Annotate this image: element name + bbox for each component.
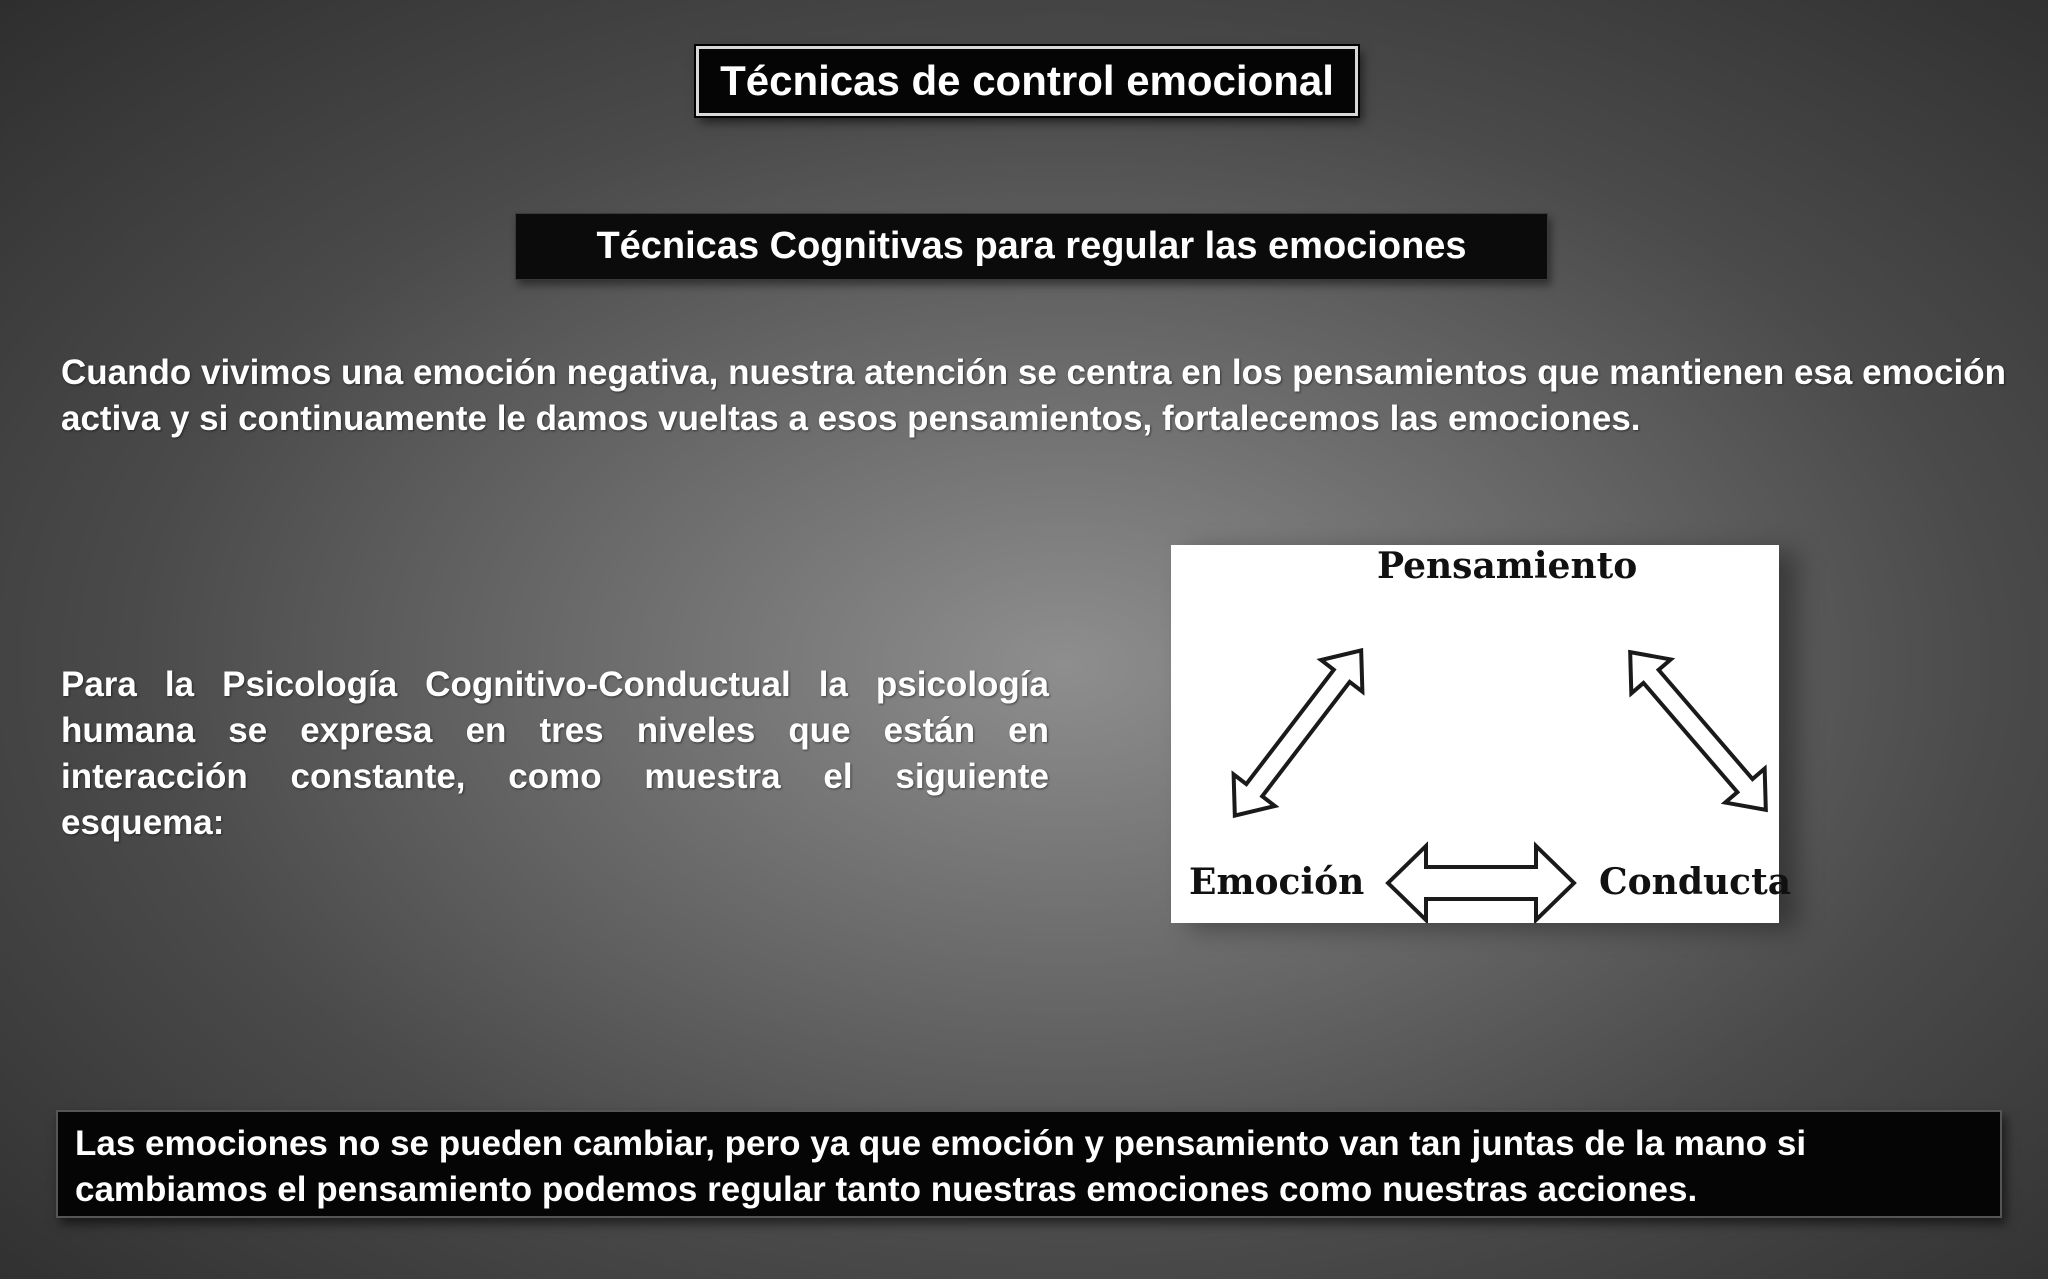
arrow-pensamiento-conducta bbox=[1610, 635, 1779, 827]
cognitive-triangle-diagram bbox=[1171, 545, 1792, 923]
section-subtitle bbox=[515, 213, 1548, 280]
levels-paragraph: Para la Psicología Cognitivo-Conductual la psicología humana se expresa en tres niveles que están en interacción constante, como muestra el siguiente esquema: bbox=[61, 665, 1049, 842]
section-subtitle-text: Técnicas Cognitivas para regular las emociones bbox=[596, 225, 1467, 267]
node-pensamiento: Pensamiento bbox=[1377, 545, 1638, 587]
arrow-emocion-conducta bbox=[1388, 846, 1574, 920]
slide-title-text: Técnicas de control emocional bbox=[720, 57, 1334, 104]
intro-paragraph: Cuando vivimos una emoción negativa, nuestra atención se centra en los pensamientos que mantienen esa emoción activa y si continuamente le damos vueltas a esos pensamientos, fortalecemos las emociones. bbox=[61, 353, 2006, 438]
slide-title bbox=[696, 46, 1358, 116]
conclusion-text: Las emociones no se pueden cambiar, pero ya que emoción y pensamiento van tan juntas de la mano si cambiamos el pensamiento podemos regular tanto nuestras emociones como nuestras acciones. bbox=[75, 1124, 1807, 1209]
node-emocion: Emoción bbox=[1189, 861, 1365, 903]
conclusion-box bbox=[56, 1110, 2002, 1218]
node-conducta: Conducta bbox=[1599, 861, 1792, 903]
arrow-emocion-pensamiento bbox=[1214, 635, 1382, 832]
